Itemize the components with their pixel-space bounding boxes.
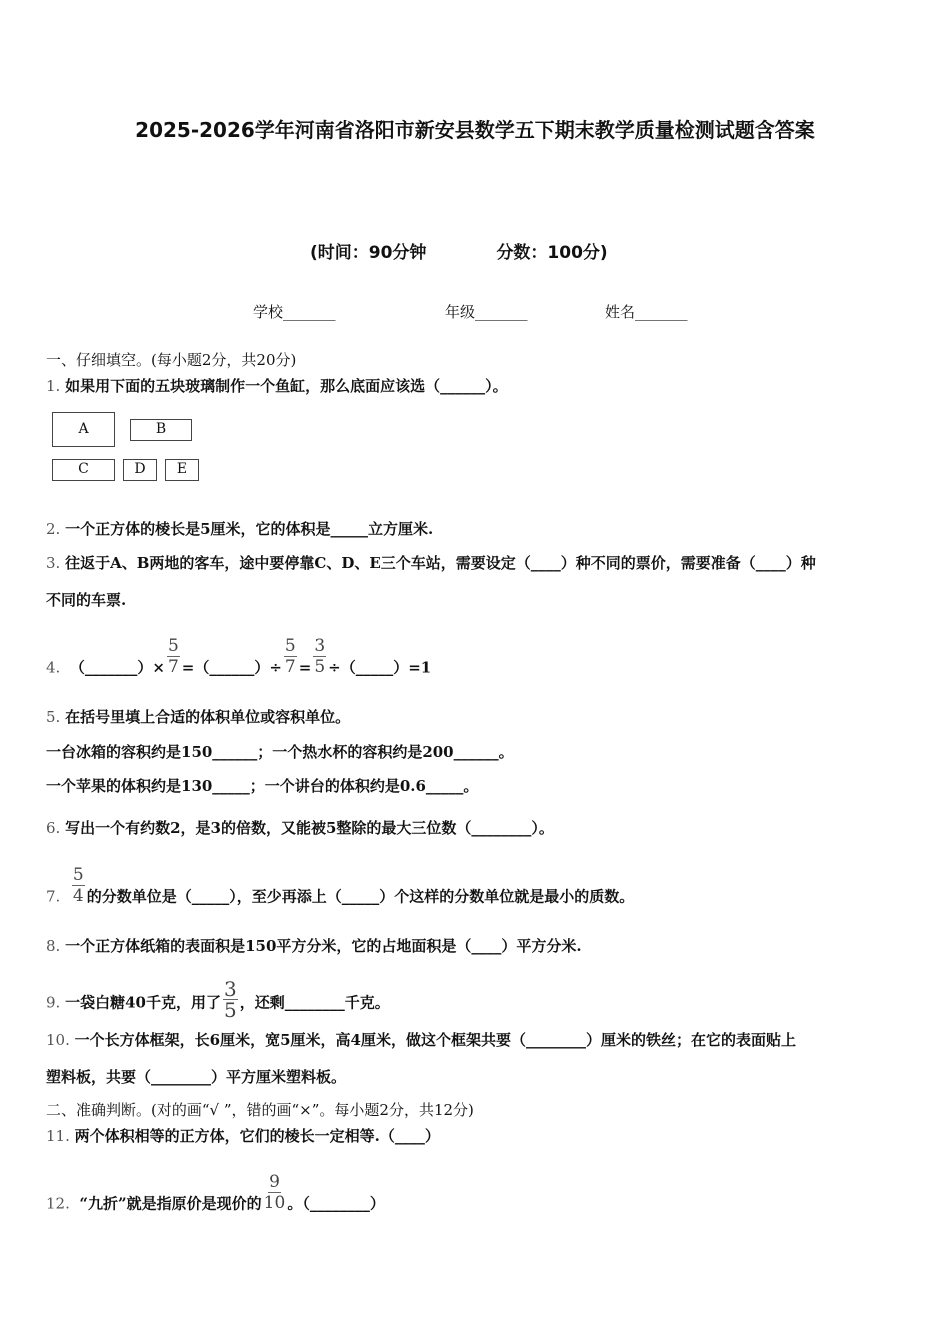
question-7: 7. $\frac{5}{4}$ 的分数单位是（_____），至少再添上（_____）个这样的分数单位就是最小的质数。 <box>46 865 635 906</box>
question-6: 6. 写出一个有约数2，是3的倍数，又能被5整除的最大三位数（________）。 <box>46 819 554 837</box>
question-3-cont: 不同的车票. <box>46 591 127 609</box>
glass-b: B <box>130 419 192 441</box>
name-field: 姓名_______ <box>605 303 688 321</box>
glass-d: D <box>123 459 157 481</box>
glass-c: C <box>52 459 115 481</box>
glass-e: E <box>165 459 199 481</box>
question-12: 12. “九折”就是指原价是现价的 $\frac{9}{10}$ 。（________） <box>46 1172 385 1213</box>
question-5-line2: 一个苹果的体积约是130_____；一个讲台的体积约是0.6_____。 <box>46 777 479 795</box>
fraction-5-7: $\frac{5}{7}$ <box>284 636 296 677</box>
question-3: 3. 往返于A、B两地的客车，途中要停靠C、D、E三个车站，需要设定（____）种不同的票价，需要准备（____）种 <box>46 554 816 572</box>
exam-subtitle <box>310 238 678 263</box>
section-2-heading: 二、准确判断。(对的画“√ ”，错的画“×”。每小题2分，共12分) <box>46 1101 474 1119</box>
question-8: 8. 一个正方体纸箱的表面积是150平方分米，它的占地面积是（____）平方分米. <box>46 937 582 955</box>
question-4: 4. （_______）× $\frac{5}{7}$ =（______）÷ $\frac{5}{7}$ = $\frac{3}{5}$ ÷（_____）=1 <box>46 636 432 677</box>
school-field: 学校_______ <box>253 303 336 321</box>
question-1: 1. 如果用下面的五块玻璃制作一个鱼缸，那么底面应该选（______）。 <box>46 377 508 395</box>
fraction-3-5: $\frac{3}{5}$ <box>223 977 237 1022</box>
question-5-line1: 一台冰箱的容积约是150______；一个热水杯的容积约是200______。 <box>46 743 514 761</box>
glass-a: A <box>52 412 115 447</box>
fraction-3-5: $\frac{3}{5}$ <box>314 636 326 677</box>
question-9: 9. 一袋白糖40千克，用了 $\frac{3}{5}$ ，还剩________千克。 <box>46 977 390 1022</box>
exam-score: 分数：100分) <box>496 243 608 263</box>
question-5: 5. 在括号里填上合适的体积单位或容积单位。 <box>46 708 351 726</box>
page-title: 2025-2026学年河南省洛阳市新安县数学五下期末教学质量检测试题含答案 <box>135 118 815 142</box>
section-1-heading: 一、仔细填空。(每小题2分，共20分) <box>46 351 297 369</box>
fraction-9-10: $\frac{9}{10}$ <box>263 1172 286 1213</box>
fraction-5-4: $\frac{5}{4}$ <box>72 865 84 906</box>
grade-field: 年级_______ <box>445 303 528 321</box>
question-11: 11. 两个体积相等的正方体，它们的棱长一定相等.（____） <box>46 1127 440 1145</box>
exam-time: (时间：90分钟 <box>310 243 427 263</box>
question-10: 10. 一个长方体框架，长6厘米，宽5厘米，高4厘米，做这个框架共要（________）厘米的铁丝；在它的表面贴上 <box>46 1031 796 1049</box>
question-10-cont: 塑料板，共要（________）平方厘米塑料板。 <box>46 1068 347 1086</box>
question-2: 2. 一个正方体的棱长是5厘米，它的体积是_____立方厘米. <box>46 520 434 538</box>
fraction-5-7: $\frac{5}{7}$ <box>167 636 179 677</box>
